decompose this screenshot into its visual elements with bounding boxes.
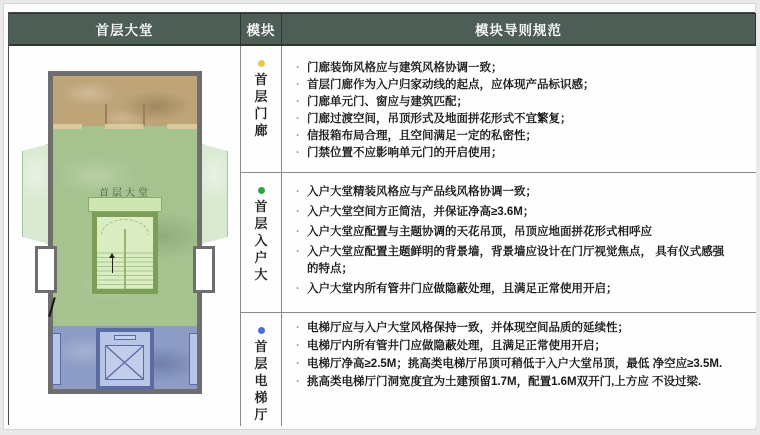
module-dot-green [258,187,265,194]
guideline-item [294,281,728,298]
bullet-marker: · [296,358,300,370]
bullet-marker: · [296,226,300,238]
guideline-item [294,128,728,145]
spec-cell-porch [282,46,756,173]
guideline-item [294,184,728,201]
module-label-porch: 首层门廊 [254,72,268,138]
guideline-text: 入户大堂应配置主题鲜明的背景墙，背景墙应设计在门厅视觉焦点， 具有仪式感强的特点； [307,246,725,275]
guideline-text: 首层门廊作为入户归家动线的起点，应体现产品标识感； [307,79,595,91]
bullet-list-entry-lobby [282,173,756,298]
bullet-marker: · [296,246,300,258]
porch-entry-wall [53,124,197,129]
module-dot-blue [258,327,265,334]
guideline-text: 入户大堂精装风格应与产品线风格协调一致； [307,186,537,198]
elevator-shaft [96,328,154,390]
stair-divider [124,229,126,289]
hall-side-panel-left [52,333,61,385]
bullet-marker: · [296,340,300,352]
module-label-entry-lobby: 首层入户大 [254,199,268,282]
bullet-marker: · [296,283,300,295]
staircase [92,212,158,294]
guideline-text: 门廊单元门、窗应与建筑匹配； [307,96,468,108]
guideline-text: 挑高类电梯厅门洞宽度宜为土建预留1.7M，配置1.6M双开门,上方应 不设过梁. [307,376,702,388]
guideline-item [294,320,728,337]
bullet-marker: · [296,376,300,388]
porch-partition-wall [143,104,145,126]
guideline-text: 门禁位置不应影响单元门的开启使用； [307,147,503,159]
header-spec: 模块导则规范 [282,13,756,46]
guideline-item [294,77,728,94]
porch-partition-wall [105,104,107,126]
landscape-wing-left [22,144,49,244]
floor-plan-cell [9,46,241,426]
header-module: 模块 [241,13,282,46]
stair-arrow-line [112,257,113,273]
stair-landing [88,197,162,212]
guideline-item [294,204,728,221]
elevator-door-panel [114,335,136,340]
guideline-text: 入户大堂应配置与主题协调的天花吊顶，吊顶应地面拼花形式相呼应 [307,226,652,238]
building-outline [48,71,202,394]
bullet-marker: · [296,96,300,108]
spec-cell-elevator-hall [282,313,756,426]
header-lobby: 首层大堂 [9,13,241,46]
bullet-marker: · [296,206,300,218]
module-dot-yellow [258,60,265,67]
guideline-text: 门廊装饰风格应与建筑风格协调一致； [307,62,503,74]
bullet-marker: · [296,322,300,334]
bullet-list-elevator-hall [282,313,756,391]
guideline-text: 电梯厅净高≥2.5M；挑高类电梯厅吊顶可稍低于入户大堂吊顶，最低 净空应≥3.5M. [307,358,723,370]
guideline-text: 门廊过渡空间，吊顶形式及地面拼花形式不宜繁复； [307,113,572,125]
bullet-marker: · [296,147,300,159]
module-cell-elevator-hall [241,313,282,426]
guideline-text: 电梯厅应与入户大堂风格保持一致，并体现空间品质的延续性； [307,322,629,334]
guideline-text: 入户大堂空间方正简洁，并保证净高≥3.6M； [307,206,535,218]
spec-cell-entry-lobby [282,173,756,313]
bullet-marker: · [296,79,300,91]
guideline-item [294,224,728,241]
guideline-table [8,12,755,425]
guideline-text: 信报箱布局合理，且空间满足一定的私密性； [307,130,537,142]
guideline-item [294,60,728,77]
side-bay-left [35,246,57,293]
guideline-item [294,111,728,128]
guideline-item [294,244,728,278]
side-bay-right [193,246,215,293]
lobby-label: 首层大堂 [99,188,151,199]
guideline-item [294,145,728,162]
bullet-list-porch [282,46,756,162]
elevator-x-icon [106,346,143,379]
guideline-item [294,338,728,355]
hall-side-panel-right [189,333,198,385]
guideline-item [294,94,728,111]
module-cell-entry-lobby [241,173,282,313]
floor-plan [9,46,240,426]
porch-area [53,76,197,126]
module-cell-porch [241,46,282,173]
module-label-elevator-hall: 首层电梯厅 [254,339,268,422]
guideline-text: 电梯厅内所有管井门应做隐蔽处理，且满足正常使用开启； [307,340,606,352]
guideline-item [294,374,728,391]
elevator-car [105,345,144,380]
bullet-marker: · [296,186,300,198]
guideline-text: 入户大堂内所有管井门应做隐蔽处理，且满足正常使用开启； [307,283,618,295]
guideline-item [294,356,728,373]
bullet-marker: · [296,113,300,125]
bullet-marker: · [296,130,300,142]
landscape-wing-right [201,144,228,244]
bullet-marker: · [296,62,300,74]
